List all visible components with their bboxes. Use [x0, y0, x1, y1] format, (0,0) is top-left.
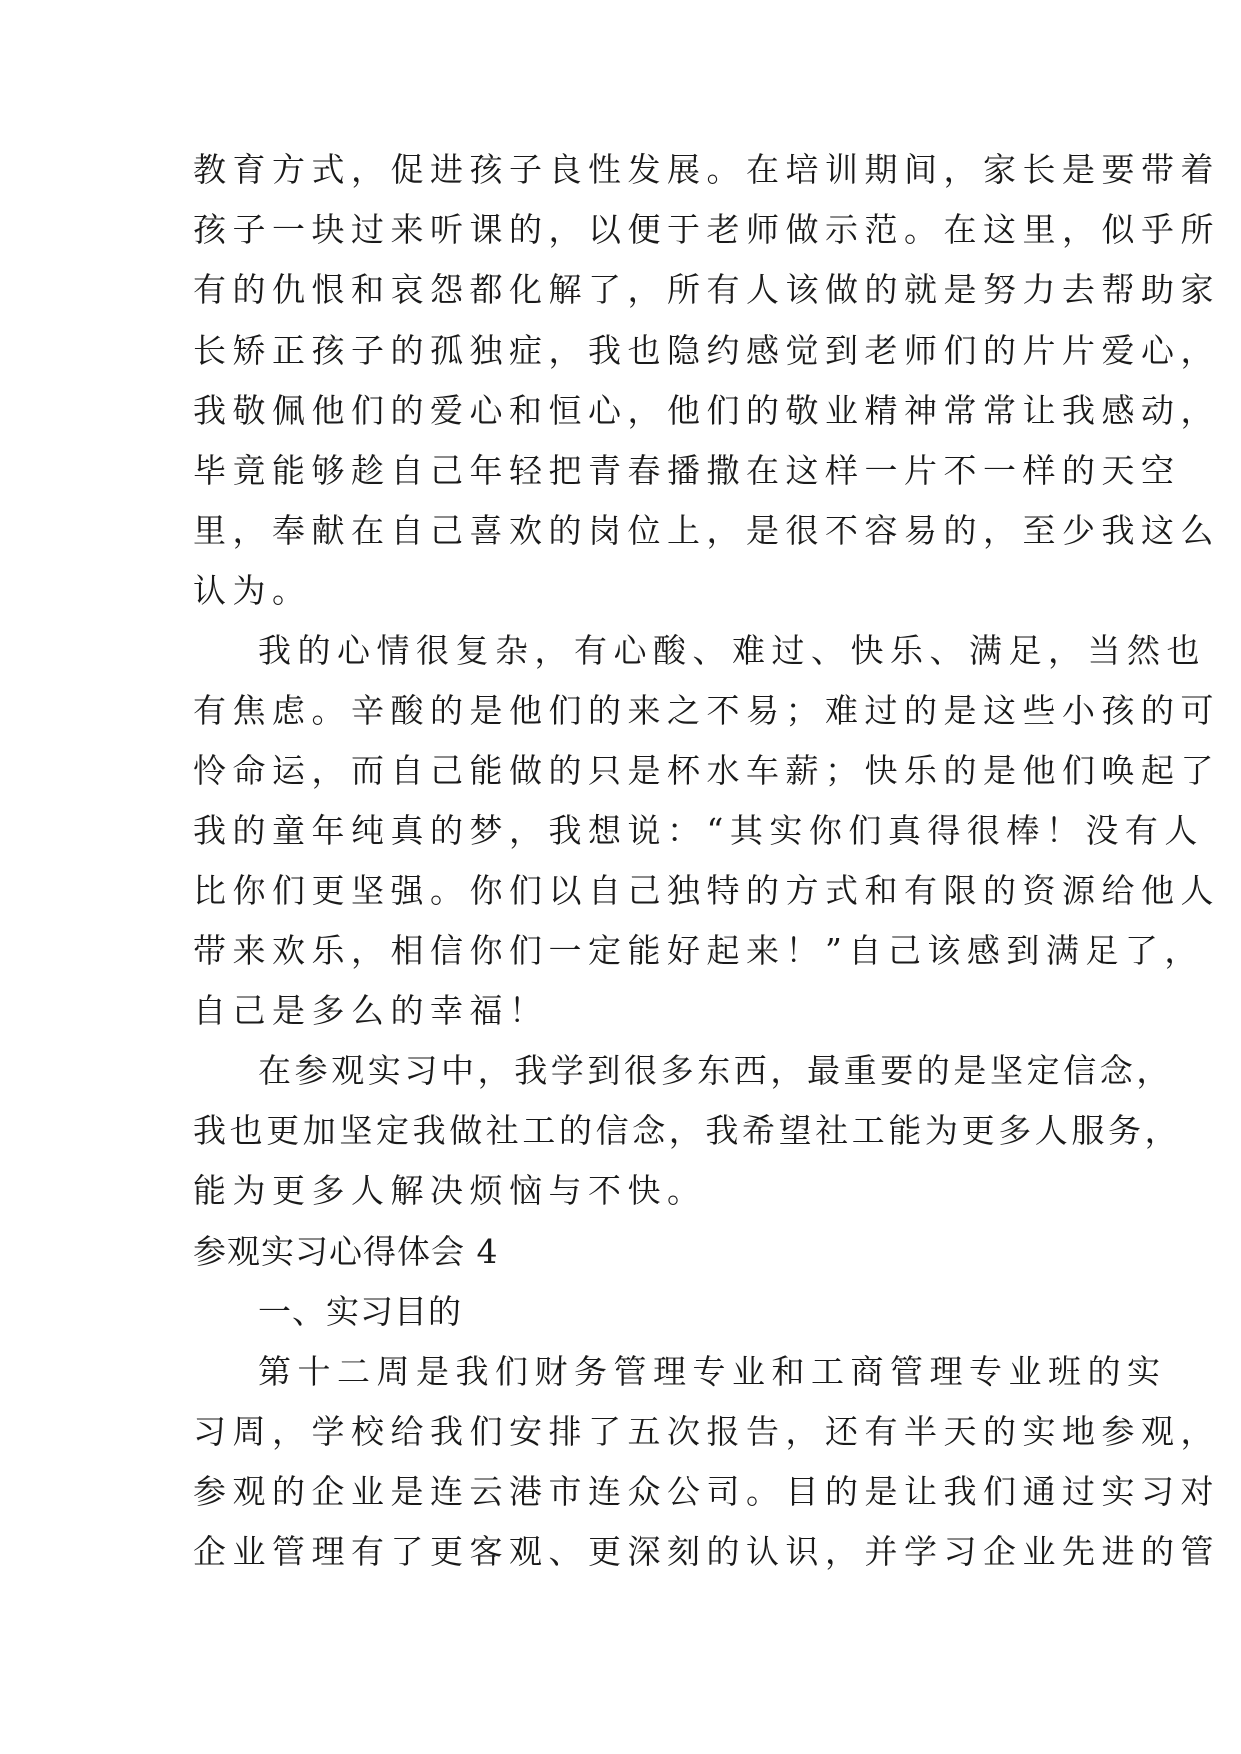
paragraph-first-line: 第十二周是我们财务管理专业和工商管理专业班的实 — [258, 1352, 1167, 1391]
text-line: 带来欢乐，相信你们一定能好起来！”自己该感到满足了， — [193, 931, 1204, 970]
text-line: 孩子一块过来听课的，以便于老师做示范。在这里，似乎所 — [193, 210, 1220, 249]
text-line: 能为更多人解决烦恼与不快。 — [193, 1171, 707, 1210]
text-line: 自己是多么的幸福！ — [193, 991, 549, 1030]
text-line: 有的仇恨和哀怨都化解了，所有人该做的就是努力去帮助家 — [193, 270, 1220, 309]
text-line: 我敬佩他们的爱心和恒心，他们的敬业精神常常让我感动， — [193, 391, 1220, 430]
section-title: 参观实习心得体会 4 — [193, 1232, 499, 1271]
text-line: 我的童年纯真的梦，我想说：“其实你们真得很棒！没有人 — [193, 811, 1204, 850]
text-line: 教育方式，促进孩子良性发展。在培训期间，家长是要带着 — [193, 150, 1220, 189]
subsection-title: 一、实习目的 — [258, 1292, 462, 1331]
text-line: 习周，学校给我们安排了五次报告，还有半天的实地参观， — [193, 1412, 1220, 1451]
text-line: 我也更加坚定我做社工的信念，我希望社工能为更多人服务， — [193, 1111, 1182, 1150]
text-line: 企业管理有了更客观、更深刻的认识，并学习企业先进的管 — [193, 1532, 1220, 1571]
text-line: 参观的企业是连云港市连众公司。目的是让我们通过实习对 — [193, 1472, 1220, 1511]
paragraph-first-line: 在参观实习中，我学到很多东西，最重要的是坚定信念， — [258, 1051, 1173, 1090]
text-line: 比你们更坚强。你们以自己独特的方式和有限的资源给他人 — [193, 871, 1220, 910]
text-line: 毕竟能够趁自己年轻把青春播撒在这样一片不一样的天空 — [193, 451, 1181, 490]
text-line: 认为。 — [193, 571, 312, 610]
text-line: 怜命运，而自己能做的只是杯水车薪；快乐的是他们唤起了 — [193, 751, 1220, 790]
text-line: 里，奉献在自己喜欢的岗位上，是很不容易的，至少我这么 — [193, 511, 1220, 550]
paragraph-first-line: 我的心情很复杂，有心酸、难过、快乐、满足，当然也 — [258, 631, 1206, 670]
text-line: 长矫正孩子的孤独症，我也隐约感觉到老师们的片片爱心， — [193, 331, 1220, 370]
text-line: 有焦虑。辛酸的是他们的来之不易；难过的是这些小孩的可 — [193, 691, 1220, 730]
